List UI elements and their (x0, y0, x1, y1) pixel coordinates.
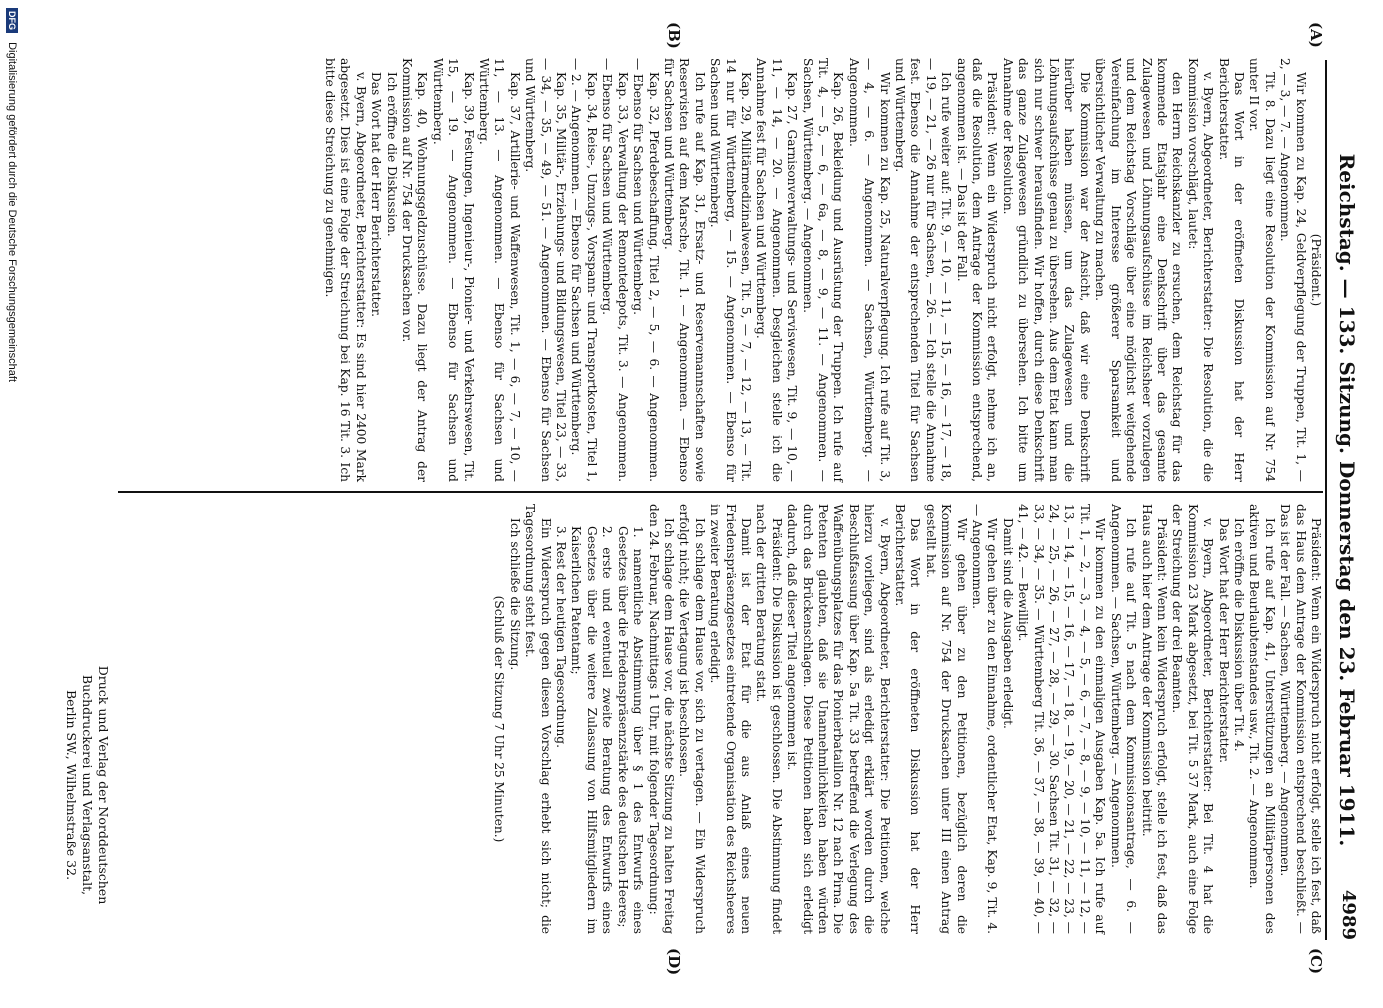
paragraph: Das Wort hat der Herr Berichterstatter. (369, 72, 384, 318)
paragraph: Präsident: Wenn kein Widerspruch erfolgt, stelle ich fest, daß das Haus auch hier dem Antrage der Kommission beitritt. (1139, 504, 1169, 934)
paragraph: Kap. 32, Pferdebeschaffung, Titel 2, — 5, — 6. — Angenommen. — Ebenso für Sachsen und Württemberg. (631, 58, 661, 482)
paragraph: Ich schlage dem Hause vor, die nächste Sitzung zu halten Freitag den 24. Februar, Nachmittags 1 Uhr, mit folgender Tagesordnung: (646, 504, 676, 934)
margin-marker-c: (C) (1307, 948, 1325, 975)
paragraph: Wir kommen zu Kap. 24, Geldverpflegung der Truppen, Tit. 1, — 2, — 3, — 7. — Angenommen. (1278, 58, 1308, 482)
paragraph: Kap. 39, Festungen, Ingenieur-, Pionier- und Verkehrswesen, Tit. 15, — 19. — Angenommen. — Ebenso für Sachsen und Württemberg. (430, 58, 476, 482)
paragraph: Kap. 33, Verwaltung der Remontedepots, Tit. 3. — Angenommen. — Ebenso für Sachsen und Württemberg. (600, 58, 630, 482)
paragraph: Wir kommen zu Kap. 25, Naturalverpflegung. Ich rufe auf Tit. 3, — 4, — 6. — Angenommen. — Sachsen, Württemberg. — Angenommen. (846, 58, 892, 482)
paragraph: Das Wort hat der Herr Berichterstatter. (1216, 518, 1231, 764)
column-divider (118, 491, 1323, 493)
paragraph: Präsident: Wenn ein Widerspruch nicht erfolgt, stelle ich fest, daß das Haus dem Antrage der Kommission entsprechend beschließt. — Das ist der Fall. — Sachsen, Württemberg. — Angenommen. (1278, 504, 1323, 934)
header-rule (1325, 60, 1327, 940)
paragraph: Das Wort in der eröffneten Diskussion hat der Herr Berichterstatter. (1216, 58, 1246, 482)
page-title: Reichstag. — 133. Sitzung. Donnerstag den 23. Februar 1911. (1335, 153, 1359, 847)
digitization-note (6, 0, 18, 1008)
paragraph: Tit. 8. Dazu liegt eine Resolution der Kommission auf Nr. 754 unter II vor. (1247, 58, 1277, 482)
paragraph: Ich rufe weiter auf: Tit. 9, — 10, — 11, — 15, — 16, — 17, — 18, — 19, — 21, — 26 nur für Sachsen, — 26. — Ich stelle die Annahme fest. Ebenso die Annahme der entsprechenden Titel für Sachsen und Württemberg. (893, 58, 954, 482)
paragraph: Kap. 29, Militärmedizinalwesen, Tit. 5, — 7, — 12, — 13, — Tit. 14 nur für Württemberg, — 15. — Angenommen. — Ebenso für Sachsen und Württemberg. (708, 58, 753, 482)
printer-imprint (63, 620, 111, 950)
dfg-logo: DFG (6, 8, 18, 33)
margin-marker-d: (D) (665, 948, 683, 976)
paragraph: Präsident: Die Diskussion ist geschlossen. Die Abstimmung findet nach der dritten Beratung statt. (754, 504, 784, 934)
paragraph: Wir gehen über zu den Petitionen, bezüglich deren die Kommission auf Nr. 754 der Drucksachen unter III einen Antrag gestellt hat. (923, 504, 969, 934)
printer-line-2: Berlin SW., Wilhelmstraße 32. (64, 689, 79, 881)
printer-line-1: Druck und Verlag der Norddeutschen Buchdruckerei und Verlagsanstalt, (80, 665, 111, 905)
paragraph: Ich rufe auf Kap. 31, Ersatz- und Reservemannschaften sowie Reservisten auf dem Marsche, Tit. 1. — Angenommen. — Ebenso für Sachsen und Württemberg. (661, 58, 707, 482)
paragraph: Ich schließe die Sitzung. (507, 518, 522, 671)
paragraph: Wir gehen über zu den Einnahme, ordentlicher Etat, Kap. 9, Tit. 4. — Angenommen. (970, 504, 1000, 934)
paragraph: 2. erste und eventuell zweite Beratung des Entwurfs eines Gesetzes über die weitere Zulassung von Hilfsmitgliedern im Kaiserlichen Patentamt; (569, 526, 615, 934)
page-header (1327, 60, 1363, 940)
margin-marker-b: (B) (665, 22, 683, 49)
paragraph: Kap. 35, Militär-, Erziehungs- und Bildungswesen, Titel 23, — 33, — 34, — 35, — 49, — 51. — Angenommen. — Ebenso für Sachsen und Württemberg. (523, 58, 569, 482)
paragraph: v. Byern, Abgeordneter, Berichterstatter: Die Resolution, die die Kommission vorschlägt, lautet: (1185, 58, 1216, 482)
paragraph: (Präsident.) (1309, 233, 1323, 307)
paragraph: v. Byern, Abgeordneter, Berichterstatter: Bei Tit. 4 hat die Kommission 23 Mark abgesetzt, bei Tit. 5 37 Mark, auch eine Folge der Streichung der drei Beamten. (1170, 504, 1216, 934)
paragraph: Präsident: Wenn ein Widerspruch nicht erfolgt, nehme ich an, daß die Resolution, dem Antrage der Kommission entsprechend, angenommen ist. — Das ist der Fall. (954, 58, 1000, 482)
paragraph: v. Byern, Abgeordneter, Berichterstatter: Es sind hier 2400 Mark abgesetzt. Dies ist eine Folge der Streichung bei Kap. 16 Tit. 3. Ich bitte diese Streichung zu genehmigen. (323, 58, 368, 482)
digitization-text: Digitalisierung gefördert durch die Deutsche Forschungsgemeinschaft (6, 42, 18, 383)
paragraph: Kap. 40, Wohnungsgeldzuschüsse. Dazu liegt der Antrag der Kommission auf Nr. 754 der Drucksachen vor. (400, 58, 430, 482)
margin-marker-a: (A) (1307, 22, 1325, 48)
paragraph: Ich rufe auf Tit. 5 nach dem Kommissionsantrage, — 6. — Angenommen. — Sachsen, Württemberg. — Angenommen. (1108, 504, 1139, 934)
paragraph: Ich rufe auf Kap. 41, Unterstützungen an Militärpersonen des aktiven und Beurlaubtenstandes usw., Tit. 2. — Angenommen. (1247, 504, 1277, 934)
paragraph: Kap. 27, Garnisonverwaltungs- und Serviswesen, Tit. 9, — 10, — 11, — 14, — 20. — Angenommen. Desgleichen stelle ich die Annahme fest für Sachsen und Württemberg. (754, 58, 800, 482)
paragraph: Das Wort in der eröffneten Diskussion hat der Herr Berichterstatter. (893, 504, 923, 934)
paragraph: Ich schlage dem Hause vor, sich zu vertagen. — Ein Widerspruch erfolgt nicht; die Vertagung ist beschlossen. (677, 504, 707, 934)
right-text-column (491, 504, 1323, 934)
paragraph: 1. namentliche Abstimmung über § 1 des Entwurfs eines Gesetzes über die Friedenspräsenzstärke des deutschen Heeres; (615, 526, 646, 934)
paragraph: (Schluß der Sitzung 7 Uhr 25 Minuten.) (492, 595, 507, 843)
paragraph: den Herrn Reichskanzler zu ersuchen, dem Reichstag für das kommende Etatsjahr eine Denkschrift über das gesamte Zulagewesen und Löhnungsaufschüsse im Reichsheer vorzulegen und dem Reichstag Vorschläge über eine möglichst weitgehende Vereinfachung im Interesse größerer Sparsamkeit und übersichtlicher Verwaltung zu machen. (1093, 58, 1185, 482)
page-number: 4989 (1338, 889, 1359, 940)
paragraph: v. Byern, Abgeordneter, Berichterstatter: Die Petitionen, welche hierzu vorliegen, sind als erledigt erklärt worden durch die Beschlußfassung über Kap. 5a Tit. 33 betreffend die Verlegung des Waffenübungsplatzes für das Pionierbataillon Nr. 12 nach Pirna. Die Petenten glaubten, daß sie Unannehmlichkeiten haben würden durch das Brückenschlagen. Diese Petitionen haben sich erledigt dadurch, daß dieser Titel angenommen ist. (785, 504, 892, 934)
paragraph: Ein Widerspruch gegen diesen Vorschlag erhebt sich nicht; die Tagesordnung steht fest. (523, 504, 553, 934)
paragraph: Ich eröffne die Diskussion. (384, 72, 399, 237)
paragraph: Ich eröffne die Diskussion über Tit. 4. (1231, 518, 1246, 752)
paragraph: Kap. 37, Artillerie- und Waffenwesen, Tit. 1, — 6, — 7, — 10, — 11, — 13. — Angenommen. — Ebenso für Sachsen und Württemberg. (477, 58, 522, 482)
paragraph: Kap. 26, Bekleidung und Ausrüstung der Truppen. Ich rufe auf Tit. 4, — 5, — 6, — 6a, — 8, — 9, — 11. — Angenommen. — Sachsen, Württemberg. — Angenommen. (800, 58, 846, 482)
left-text-column (322, 58, 1323, 482)
paragraph: Damit ist der Etat für die aus Anlaß eines neuen Friedenspräsenzgesetzes eintretende Organisation des Reichsheeres in zweiter Beratung erledigt. (708, 504, 753, 934)
paragraph: 3. Rest der heutigen Tagesordnung. (554, 526, 569, 748)
paragraph: Kap. 34, Reise-, Umzugs-, Vorspann- und Transportkosten, Titel 1, — 2. — Angenommen. — Ebenso für Sachsen und Württemberg. (569, 58, 599, 482)
paragraph: Wir kommen zu den einmaligen Ausgaben Kap. 5a. Ich rufe auf Tit. 1, — 2, — 3, — 4, — 5, — 6, — 7, — 8, — 9, — 10, — 11, — 12, — 13, — 14, — 15, — 16, — 17, — 18, — 19, — 20, — 21, — 22, — 23, — 24, — 25, — 26, — 27, — 28, — 29, — 30. Sachsen Tit. 31, — 32, — 33, — 34, — 35. — Württemberg Tit. 36, — 37, — 38, — 39, — 40, — 41, — 42. — Bewilligt. (1016, 504, 1108, 934)
paragraph: Damit sind die Ausgaben erledigt. (1000, 518, 1015, 729)
paragraph: Die Kommission war der Ansicht, daß wir eine Denkschrift hierüber haben müssen, um das Zulagewesen und die Löhnungsaufschüsse genau zu übersehen. Aus dem Etat kann man sich nur schwer herausfinden. Wir hoffen, durch diese Denkschrift das ganze Zulagewesen gründlich zu übersehen. Ich bitte um Annahme der Resolution. (1000, 58, 1092, 482)
